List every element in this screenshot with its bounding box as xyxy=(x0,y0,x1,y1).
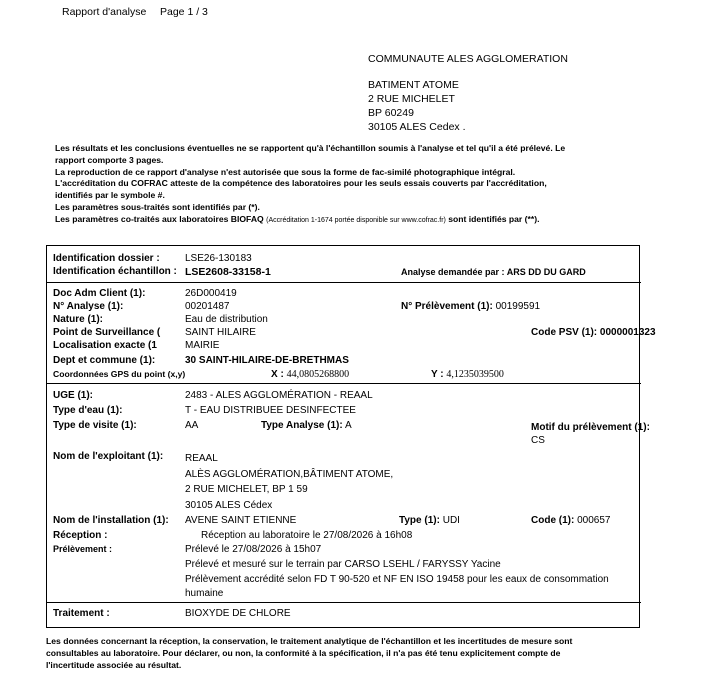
exploitant-line: 2 RUE MICHELET, BP 1 59 xyxy=(185,484,308,495)
prelevement-number-value: 00199591 xyxy=(495,301,541,312)
note-line: La reproduction de ce rapport d'analyse n'est autorisée que sous la forme de fac-similé photographique intégral. xyxy=(55,166,516,177)
uge-value: 2483 - ALES AGGLOMÉRATION - REAAL xyxy=(185,390,373,401)
note-line: rapport comporte 3 pages. xyxy=(55,154,164,165)
gps-y-value: 4,1235039500 xyxy=(446,369,504,380)
motif-label: Motif du prélèvement (1): xyxy=(531,422,650,433)
address-line: 30105 ALES Cedex . xyxy=(368,121,466,133)
type-analyse-label: Type Analyse (1): xyxy=(261,420,343,431)
localisation-value: MAIRIE xyxy=(185,340,220,351)
exploitant-line: REAAL xyxy=(185,453,218,464)
nature-label: Nature (1): xyxy=(53,314,104,325)
surveillance-value: SAINT HILAIRE xyxy=(185,327,256,338)
legal-notes xyxy=(55,143,565,227)
prelevement-value: Prélevé le 27/08/2026 à 15h07 xyxy=(185,544,322,555)
surveillance-label: Point de Surveillance ( xyxy=(53,327,161,338)
page-number: Page 1 / 3 xyxy=(160,6,208,18)
installation-value: AVENE SAINT ETIENNE xyxy=(185,515,297,526)
prelevement-accreditation: Prélèvement accrédité selon FD T 90-520 et NF EN ISO 19458 pour les eaux de consommation xyxy=(185,574,609,585)
note-line xyxy=(55,214,565,227)
type-eau-value: T - EAU DISTRIBUEE DESINFECTEE xyxy=(185,405,356,416)
footer-line: consultables au laboratoire. Pour déclarer, ou non, la conformité à la spécification, il n'a pas été tenu explicitement compte de xyxy=(46,648,561,658)
installation-code-label: Code (1): xyxy=(531,515,575,526)
doc-label: Doc Adm Client (1): xyxy=(53,288,146,299)
analyse-label: N° Analyse (1): xyxy=(53,301,124,312)
report-box xyxy=(46,245,656,628)
recipient-address xyxy=(368,78,466,134)
footer-notes xyxy=(46,635,572,671)
address-line: BP 60249 xyxy=(368,107,414,119)
demandee-label-text: Analyse demandée par : xyxy=(401,267,505,277)
installation-label: Nom de l'installation (1): xyxy=(53,515,169,526)
exploitant-line: ALÈS AGGLOMÉRATION,BÂTIMENT ATOME, xyxy=(185,468,394,480)
dept-label: Dept et commune (1): xyxy=(53,355,156,366)
traitement-value: BIOXYDE DE CHLORE xyxy=(185,608,291,619)
address-line: 2 RUE MICHELET xyxy=(368,93,455,105)
installation-code xyxy=(531,515,611,526)
nature-value: Eau de distribution xyxy=(185,314,268,325)
reception-value: Réception au laboratoire le 27/08/2026 à 16h08 xyxy=(201,530,413,541)
echantillon-label: Identification échantillon : xyxy=(53,266,177,277)
analyse-value: 00201487 xyxy=(185,301,230,312)
type-eau-label: Type d'eau (1): xyxy=(53,405,123,416)
psv-value: 0000001323 xyxy=(599,327,656,338)
note-line: Les paramètres sous-traités sont identifiés par (*). xyxy=(55,201,260,212)
note-line-part: sont identifiés par (**). xyxy=(448,213,540,224)
footer-line: l'incertitude associée au résultat. xyxy=(46,660,182,670)
address-line: BATIMENT ATOME xyxy=(368,79,459,91)
note-line: Les résultats et les conclusions éventuelles ne se rapportent qu'à l'échantillon soumis à l'analyse et tel qu'il a été prélevé. Le xyxy=(55,143,566,153)
psv-label: Code PSV (1): xyxy=(531,327,598,338)
psv-code xyxy=(531,327,656,338)
note-line: identifiés par le symbole #. xyxy=(55,190,165,201)
gps-y-label: Y : xyxy=(431,369,444,380)
gps-y xyxy=(431,369,504,380)
gps-x xyxy=(271,369,349,380)
localisation-label: Localisation exacte (1 xyxy=(53,340,157,351)
demandee-value: ARS DD DU GARD xyxy=(506,267,586,277)
note-line: L'accréditation du COFRAC atteste de la compétence des laboratoires pour les seuls essais couverts par l'accréditation, xyxy=(55,178,547,189)
type-analyse-value: A xyxy=(344,420,352,431)
demandee-label xyxy=(401,267,586,277)
traitement-label: Traitement : xyxy=(53,608,110,619)
echantillon-value: LSE2608-33158-1 xyxy=(185,266,271,278)
installation-type-value: UDI xyxy=(442,515,460,526)
note-line-part: (Accréditation 1-1674 portée disponible sur www.cofrac.fr) xyxy=(266,216,446,224)
prelevement-number xyxy=(401,301,540,312)
doc-value: 26D000419 xyxy=(185,288,237,299)
prelevement-number-label: N° Prélèvement (1): xyxy=(401,301,493,312)
footer-line: Les données concernant la réception, la conservation, le traitement analytique de l'échantillon et les incertitudes de mesure sont xyxy=(46,636,573,646)
recipient-name: COMMUNAUTE ALES AGGLOMERATION xyxy=(368,53,568,65)
exploitant-line: 30105 ALES Cédex xyxy=(185,499,273,511)
prelevement-label: Prélèvement : xyxy=(53,544,113,554)
prelevement-detail: Prélevé et mesuré sur le terrain par CARSO LSEHL / FARYSSY Yacine xyxy=(185,559,501,570)
prelevement-accreditation-cont: humaine xyxy=(185,588,224,599)
installation-type-label: Type (1): xyxy=(399,515,440,526)
visite-label: Type de visite (1): xyxy=(53,420,137,431)
uge-label: UGE (1): xyxy=(53,390,93,401)
installation-code-value: 000657 xyxy=(577,515,611,526)
reception-label: Réception : xyxy=(53,530,108,541)
gps-label: Coordonnées GPS du point (x,y) xyxy=(53,369,186,379)
visite-value: AA xyxy=(185,420,199,431)
divider xyxy=(47,282,641,283)
divider xyxy=(47,383,641,384)
gps-x-label: X : xyxy=(271,369,284,380)
dossier-value: LSE26-130183 xyxy=(185,253,252,264)
installation-type xyxy=(399,515,460,526)
motif-value: CS xyxy=(531,435,545,446)
type-analyse xyxy=(261,420,352,431)
dept-value: 30 SAINT-HILAIRE-DE-BRETHMAS xyxy=(185,355,349,366)
note-line-part: Les paramètres co-traités aux laboratoires BIOFAQ xyxy=(55,213,264,224)
exploitant-address xyxy=(185,451,393,513)
gps-x-value: 44,0805268800 xyxy=(286,369,350,380)
dossier-label: Identification dossier : xyxy=(53,253,160,264)
report-title: Rapport d'analyse xyxy=(62,6,147,18)
divider xyxy=(47,602,641,603)
exploitant-label: Nom de l'exploitant (1): xyxy=(53,451,164,462)
